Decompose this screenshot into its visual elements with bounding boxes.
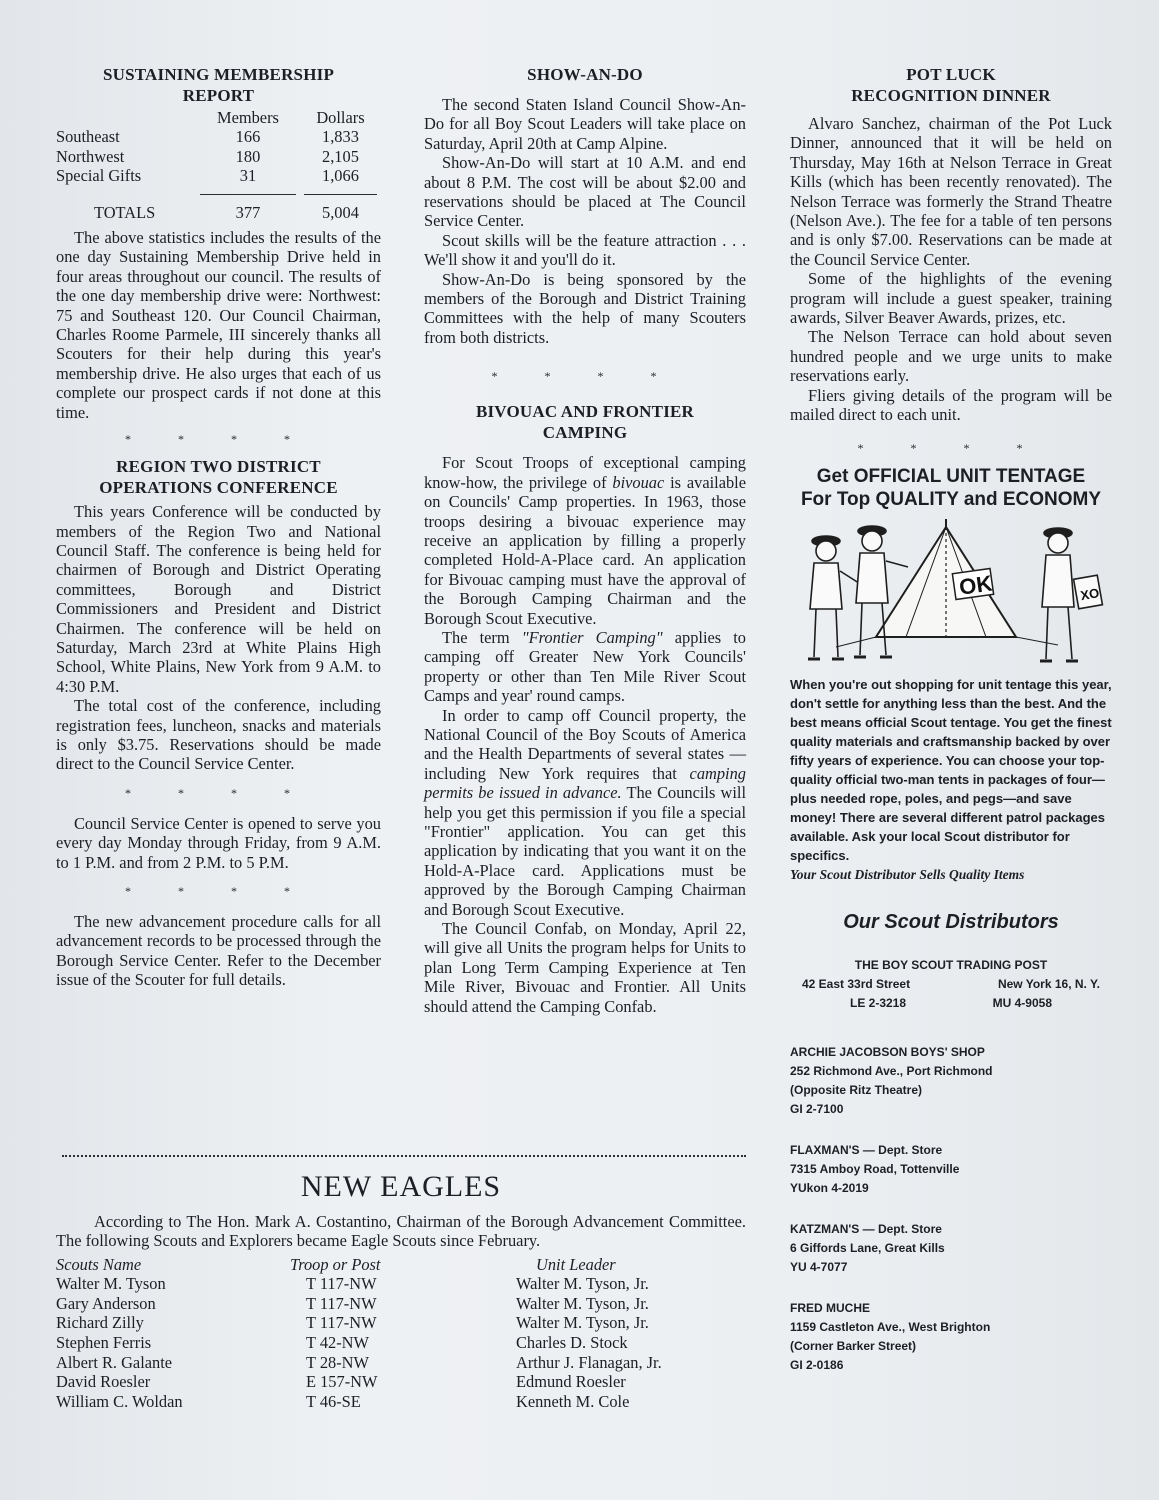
sustaining-title-line1: SUSTAINING MEMBERSHIP (102, 65, 335, 84)
bivouac-title-line2: CAMPING (542, 423, 628, 443)
totals-members: 377 (235, 202, 261, 222)
trading-post-phone-1: LE 2-3218 (850, 995, 907, 1010)
bivouac-paragraph-1: For Scout Troops of exceptional camping know-how, the privilege of bivouac is available on Councils' Camp properties. In 1963, those troops desiring a bivouac experience may receive an application by filling a properly completed Hold-A-Place card. An application for Bivouac camping must have the approval of the Borough Camping Chairman and the Borough Scout Executive. (424, 453, 746, 628)
sustaining-paragraph: The above statistics includes the results of the one day Sustaining Membership Drive held in four areas throughout our council. The results of the one day membership drive were: Northwest: 75 and Southeast 120. Our Council Chairman, Charles Roome Parmele, III sincerely thanks all Scouters for their help during this year's membership drive. He also urges that each of us complete our prospect cards if not done at this time. (56, 228, 381, 422)
table-row: Walter M. Tyson T 117-NW Walter M. Tyson, Jr. (56, 1274, 649, 1294)
showando-paragraph-2: Show-An-Do will start at 10 A.M. and end about 8 P.M. The cost will be about $2.00 and reservations should be placed at The Council Service Center. (424, 153, 746, 231)
star-separator: * * * * (857, 440, 1045, 455)
dollars-cell: 1,833 (322, 127, 359, 147)
advancement-paragraph: The new advancement procedure calls for all advancement records to be processed through the Borough Service Center. Refer to the December issue of the Scouter for full details. (56, 912, 381, 990)
troop-header: Troop or Post (290, 1254, 381, 1274)
bivouac-title-line1: BIVOUAC AND FRONTIER (475, 402, 695, 422)
service-center-paragraph: Council Service Center is opened to serve you every day Monday through Friday, from 9 A.M. to 1 P.M. and from 2 P.M. to 5 P.M. (56, 813, 381, 872)
scout-figure-left-icon (808, 536, 862, 659)
star-separator: * * * * (125, 785, 312, 800)
new-eagles-title: NEW EAGLES (300, 1170, 502, 1203)
column-middle (424, 64, 746, 1016)
trading-post-name: THE BOY SCOUT TRADING POST (854, 957, 1048, 972)
members-cell: 31 (239, 166, 257, 186)
members-cell: 180 (235, 146, 261, 166)
region-title (56, 456, 381, 498)
area-cell: Special Gifts (56, 166, 142, 186)
bivouac-title (424, 401, 746, 443)
ad-headline-line2: For Top QUALITY and ECONOMY (800, 488, 1102, 510)
dollars-header: Dollars (316, 108, 365, 127)
totals-row (56, 195, 381, 228)
table-row (56, 147, 381, 166)
table-row: Albert R. Galante T 28-NW Arthur J. Flanagan, Jr. (56, 1352, 662, 1372)
table-row: Stephen Ferris T 42-NW Charles D. Stock (56, 1333, 628, 1352)
bivouac-paragraph-4: The Council Confab, on Monday, April 22, will give all Units the program helps for Units to plan Long Term Camping Experience at Ten Mile River, Bivouac and Frontier. All Units should attend the Camping Confab. (424, 919, 746, 1016)
trading-post-city: New York 16, N. Y. (997, 976, 1100, 991)
potluck-paragraph-2: Some of the highlights of the evening program will include a guest speaker, training awards, Silver Beaver Awards, prizes, etc. (790, 269, 1112, 328)
region-title-line2: OPERATIONS CONFERENCE (99, 478, 338, 498)
area-cell: Northwest (56, 146, 125, 166)
potluck-title (790, 64, 1112, 106)
column-left (56, 64, 381, 990)
members-header: Members (217, 108, 279, 127)
bivouac-paragraph-3: In order to camp off Council property, the National Council of the Boy Scouts of America and the Health Departments of several states — including New York requires that camping permits be issued in advance. The Councils will help you get this permission if you file a special "Frontier" application. You can get this application by indicating that you want it on the Hold-A-Place card. Applications must be approved by the Borough Camping Chairman and Borough Scout Executive. (424, 705, 746, 919)
table-row (56, 127, 381, 146)
scouts-tent-illustration (796, 519, 1106, 669)
sustaining-title (56, 64, 381, 106)
sustaining-title-line2: REPORT (182, 86, 255, 105)
ad-slogan: Your Scout Distributor Sells Quality Items (790, 866, 1025, 882)
column-right (790, 64, 1112, 1375)
scouts-name-header: Scouts Name (56, 1254, 142, 1274)
showando-title: SHOW-AN-DO (527, 65, 643, 84)
list-item: FLAXMAN'S — Dept. Store 7315 Amboy Road, Tottenville YUkon 4-2019 (790, 1142, 960, 1195)
ad-body: When you're out shopping for unit tentage this year, don't settle for anything less than the best. And the best means official Scout tentage. You get the finest quality materials and craftsmanship backed by over fifty years of experience. You can choose your top-quality official two-man tents in packages of four—plus needed rope, poles, and pegs—and save money! There are several different patrol packages available. Ask your local Scout distributor for specifics. (790, 676, 1112, 863)
sign-text: XO (1079, 584, 1101, 603)
potluck-title-line2: RECOGNITION DINNER (851, 86, 1051, 105)
star-separator: * * * * (491, 369, 679, 384)
region-title-line1: REGION TWO DISTRICT (116, 457, 321, 477)
members-cell: 166 (235, 127, 261, 147)
bivouac-paragraph-2: The term "Frontier Camping" applies to camping off Greater New York Councils' property or other than Ten Mile River Scout Camps and year' round camps. (424, 627, 746, 706)
distributors-title: Our Scout Distributors (843, 910, 1059, 933)
ad-headline (790, 465, 1112, 511)
trading-post-listing (790, 956, 1112, 1013)
star-separator: * * * * (125, 432, 312, 447)
dotted-divider (62, 1155, 746, 1159)
region-paragraph-2: The total cost of the conference, including registration fees, luncheon, snacks and materials is only $3.75. Reservations should be made direct to the Council Service Center. (56, 696, 381, 774)
eagles-table (56, 1255, 746, 1412)
new-eagles-section (56, 1168, 746, 1411)
tent-ok-text: OK (957, 569, 994, 600)
potluck-title-line1: POT LUCK (906, 65, 996, 84)
area-cell: Southeast (56, 127, 120, 147)
list-item: FRED MUCHE 1159 Castleton Ave., West Brighton (Corner Barker Street) GI 2-0186 (790, 1300, 991, 1372)
potluck-paragraph-3: The Nelson Terrace can hold about seven hundred people and we urge units to make reservations early. (790, 327, 1112, 386)
totals-dollars: 5,004 (322, 202, 359, 222)
showando-paragraph-3: Scout skills will be the feature attraction . . . We'll show it and you'll do it. (424, 230, 746, 270)
table-row (56, 166, 381, 185)
table-row: Gary Anderson T 117-NW Walter M. Tyson, Jr. (56, 1293, 649, 1313)
star-separator: * * * * (125, 884, 312, 898)
potluck-paragraph-1: Alvaro Sanchez, chairman of the Pot Luck Dinner, announced that it will be held on Thursday, May 16th at Nelson Terrace in Great Kills (which has been recently renovated). The Nelson Terrace was formerly the Strand Theatre (Nelson Ave.). The fee for a table of ten persons and is only $7.00. Reservations can be made at the Council Service Center. (790, 114, 1112, 269)
potluck-paragraph-4: Fliers giving details of the program will be mailed direct to each unit. (790, 385, 1112, 425)
scout-figure-right-icon (1040, 528, 1102, 661)
totals-label: TOTALS (94, 202, 156, 222)
sustaining-table (56, 108, 381, 228)
trading-post-phone-2: MU 4-9058 (992, 995, 1052, 1010)
new-eagles-intro: According to The Hon. Mark A. Costantino, Chairman of the Borough Advancement Committee. The following Scouts and Explorers became Eagle Scouts since February. (56, 1212, 746, 1251)
table-row: David Roesler E 157-NW Edmund Roesler (56, 1372, 626, 1392)
list-item: ARCHIE JACOBSON BOYS' SHOP 252 Richmond Ave., Port Richmond (Opposite Ritz Theatre) GI 2-7100 (790, 1044, 993, 1116)
showando-paragraph-4: Show-An-Do is being sponsored by the members of the Borough and District Training Committees with the help of many Scouters from both districts. (424, 269, 746, 347)
eagles-header-row (56, 1255, 746, 1274)
trading-post-address: 42 East 33rd Street (802, 976, 911, 991)
dollars-cell: 1,066 (322, 166, 359, 186)
table-row: William C. Woldan T 46-SE Kenneth M. Cole (56, 1391, 630, 1411)
tentage-ad (790, 465, 1112, 1375)
table-row: Richard Zilly T 117-NW Walter M. Tyson, Jr. (56, 1313, 649, 1333)
region-paragraph-1: This years Conference will be conducted by members of the Region Two and National Council Staff. The conference is being held for chairmen of Borough and District Operating committees, Borough and District Commissioners and President and District Chairmen. The conference will be held on Saturday, March 23rd at White Plains High School, White Plains, New York from 9 A.M. to 4:30 P.M. (56, 502, 381, 696)
ad-headline-line1: Get OFFICIAL UNIT TENTAGE (816, 465, 1086, 487)
showando-paragraph-1: The second Staten Island Council Show-An-Do for all Boy Scout Leaders will take place on Saturday, April 20th at Camp Alpine. (424, 95, 746, 153)
list-item: KATZMAN'S — Dept. Store 6 Giffords Lane, Great Kills YU 4-7077 (790, 1221, 945, 1274)
dollars-cell: 2,105 (322, 146, 359, 166)
unit-leader-header: Unit Leader (536, 1254, 616, 1274)
